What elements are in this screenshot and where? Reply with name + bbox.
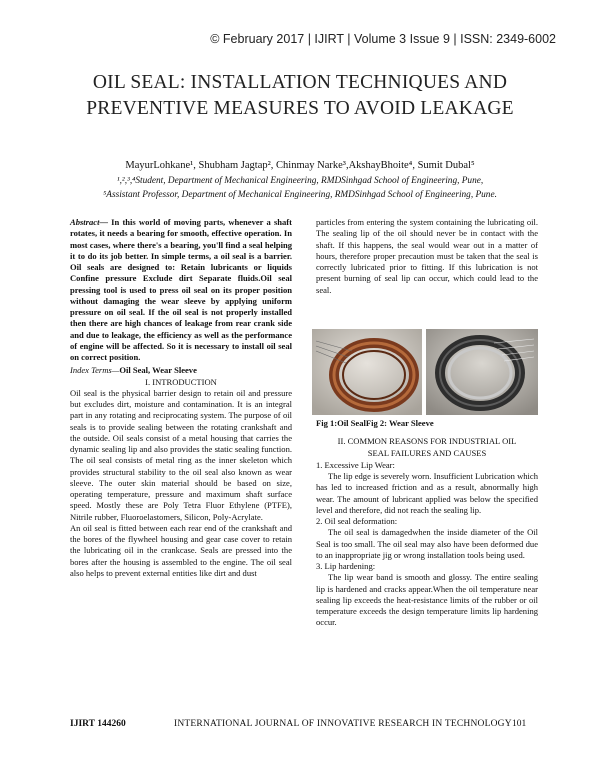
item-3-body: The lip wear band is smooth and glossy. The entire sealing lip is hardened and cracks appear.When the oil temperature near sealing lip exceeds the heat-resistance limits of the rubber or oil temperature exceeds the design temperature limits lip hardening occur.: [316, 572, 538, 628]
footer-paper-id: IJIRT 144260: [70, 719, 126, 729]
item-2-heading: 2. Oil seal deformation:: [316, 516, 398, 526]
abstract-text: In this world of moving parts, whenever a shaft rotates, it needs a bearing for smooth, effective operation. In most cases, where there's a bearing, you'll find a seal helping it to do its job better. In simple terms, a oil seal is a barrier. Oil seals are designed to: Retain lubricants or liquids Confine pressure Exclude dirt Separate fluids.Oil seal pressing tool is used to press oil seal on its proper position without damaging the wear sleeve by applying uniform pressure on oil seal. If the oil seal is not properly installed then there are high chances of leakage from rear crank side and due to leakage, the efficiency as well as the performance of engine will be affected. So it is necessary to install oil seal on correct position.: [70, 217, 292, 362]
oil-seal-figures: [312, 329, 538, 415]
footer-journal-name: INTERNATIONAL JOURNAL OF INNOVATIVE RESEARCH IN TECHNOLOGY: [174, 719, 512, 729]
item-1-heading: 1. Excessive Lip Wear:: [316, 459, 395, 470]
section-2-heading-line-2: SEAL FAILURES AND CAUSES: [367, 447, 487, 458]
title-line-2: PREVENTIVE MEASURES TO AVOID LEAKAGE: [86, 98, 514, 119]
figure-caption: Fig 1:Oil SealFig 2: Wear Sleeve: [316, 418, 434, 428]
authors: MayurLohkane¹, Shubham Jagtap², Chinmay Narke³,AkshayBhoite⁴, Sumit Dubal⁵: [125, 160, 475, 171]
wear-sleeve-image: [426, 329, 538, 415]
index-terms: [70, 365, 292, 376]
affiliation-1: ¹,²,³,⁴Student, Department of Mechanical Engineering, RMDSinhgad School of Engineering, Pune,: [116, 176, 484, 186]
journal-header: © February 2017 | IJIRT | Volume 3 Issue 9 | ISSN: 2349-6002: [210, 32, 556, 46]
right-paragraph-1: particles from entering the system containing the lubricating oil. The sealing lip of the oil should never be in contact with the shaft. If this happens, the seal would wear out in a matter of hours, therefore proper precaution must be taken that the seal is correctly lubricated prior to fitting. If this lubrication is not present burning of seal lip can occur, which could lead to the seal.: [316, 217, 538, 295]
affiliation-2: ⁵Assistant Professor, Department of Mechanical Engineering, RMDSinhgad School of Engineering, Pune.: [103, 190, 497, 200]
abstract: [70, 217, 292, 363]
right-column-top: [316, 217, 538, 296]
index-text: Oil Seal, Wear Sleeve: [119, 365, 197, 376]
left-column: [70, 217, 292, 579]
section-2-heading-line-1: II. COMMON REASONS FOR INDUSTRIAL OIL: [337, 436, 517, 447]
index-lead: Index Terms—: [70, 365, 120, 376]
right-column-bottom: [316, 418, 538, 629]
intro-paragraph-1: Oil seal is the physical barrier design to retain oil and pressure but excludes dirt, moisture and contamination. It is an integral part in any rotating and reciprocating system. The purpose of oil seals is to provide sealing between the rotating crankshaft and the outside. Oil seals consist of a metal housing that carries the dynamic sealing lip and also provides the static sealing function. The oil seal consists of metal ring as the inner skeleton which provides structural stability to the oil seal also known as wear sleeve. The outer skin material should be based on size, operating temperature, pressure and maximum shaft surface speed. Mostly these are Poly Tetra Fluor Ethylene (PTFE), Nitrile rubber, Fluoroelastomers, Silicon, Poly-Acrylate.: [70, 387, 292, 522]
paper-title: [0, 70, 600, 122]
oil-seal-image: [312, 329, 422, 415]
footer-page-number: 101: [512, 719, 527, 729]
abstract-lead: Abstract—: [70, 217, 108, 227]
intro-paragraph-2: An oil seal is fitted between each rear end of the crankshaft and the bores of the flywheel housing and gear case cover to retain the lubricating oil in the crankcase. Seals are pressed into the bores after the housing is assembled to the engine. The oil seal also helps to prevent external entities like dirt and dust: [70, 522, 292, 578]
item-1-body: The lip edge is severely worn. Insufficient Lubrication which has led to increased friction and as a result, abnormally high wear. The amount of lubricant applied was below the specified level and therefore, did not reach the sealing lip.: [316, 471, 538, 515]
title-line-1: OIL SEAL: INSTALLATION TECHNIQUES AND: [92, 72, 508, 93]
section-1-heading: I. INTRODUCTION: [145, 376, 217, 387]
figures: [312, 329, 538, 415]
item-2-body: The oil seal is damagedwhen the inside diameter of the Oil Seal is too small. The oil seal may also have been deformed due to an inappropriate jig or wrong installation tools being used.: [316, 527, 538, 560]
item-3-heading: 3. Lip hardening:: [316, 561, 376, 571]
